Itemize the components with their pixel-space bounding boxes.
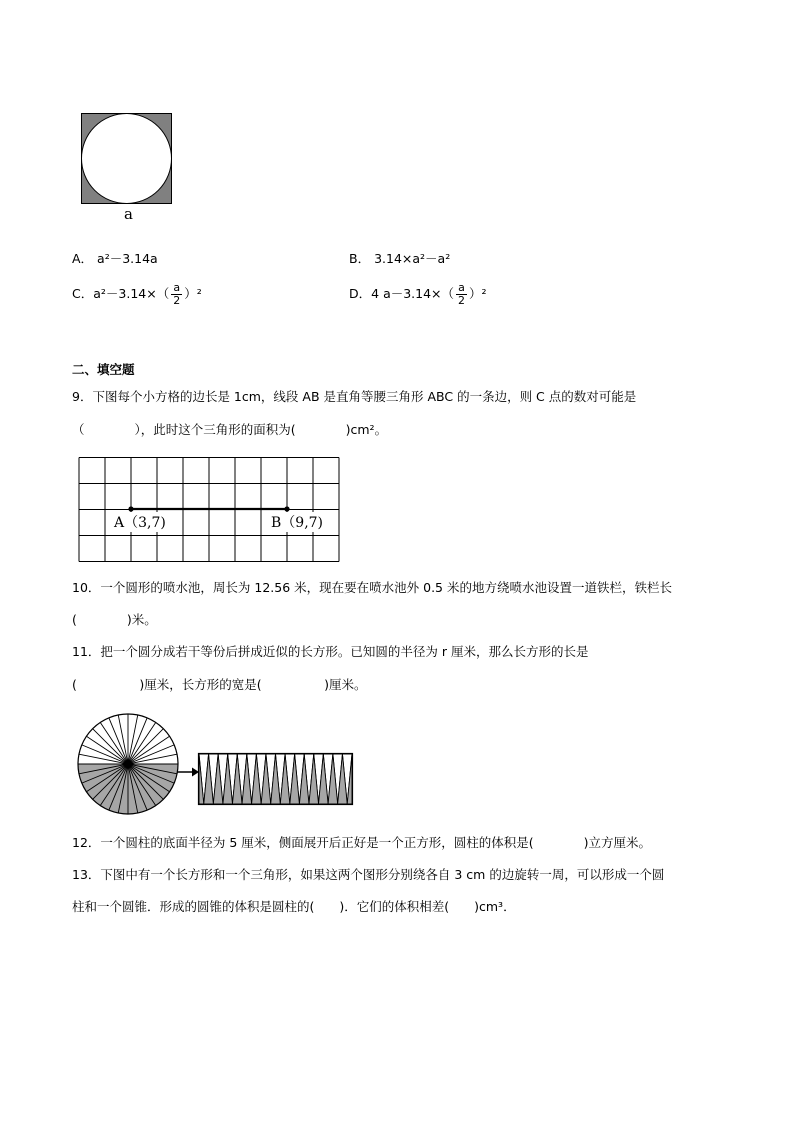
q11-line2: ( )厘米，长方形的宽是( )厘米。 — [72, 677, 367, 692]
approx-rectangle-figure — [197, 752, 355, 807]
q13-line2: 柱和一个圆锥．形成的圆锥的体积是圆柱的( )．它们的体积相差( )cm³． — [72, 899, 516, 914]
option-c-pre: a²－3.14×（ — [93, 286, 170, 301]
coordinate-grid — [78, 457, 342, 563]
point-b-label: B（9,7) — [270, 512, 324, 532]
option-c-letter: C． — [72, 286, 94, 301]
q10-line2: ( )米。 — [72, 612, 157, 627]
option-c[interactable] — [72, 282, 202, 307]
option-c-post: ）² — [184, 286, 202, 301]
section-title: 二、填空题 — [72, 362, 135, 377]
sector-line — [128, 729, 163, 764]
point-a-label: A（3,7) — [113, 512, 167, 532]
option-b-letter: B． — [349, 251, 371, 266]
option-a[interactable] — [72, 251, 158, 267]
square-circle-figure — [80, 112, 174, 206]
point-a — [128, 506, 133, 511]
q11-line1: 11．把一个圆分成若干等份后拼成近似的长方形。已知圆的半径为 r 厘米，那么长方形的长是 — [72, 644, 589, 659]
option-a-text: a²－3.14a — [97, 251, 158, 266]
point-b — [284, 506, 289, 511]
q13-line1: 13．下图中有一个长方形和一个三角形，如果这两个图形分别绕各自 3 cm 的边旋转一周，可以形成一个圆 — [72, 867, 665, 882]
option-a-letter: A． — [72, 251, 94, 266]
q9-line1: 9．下图每个小方格的边长是 1cm，线段 AB 是直角等腰三角形 ABC 的一条边，则 C 点的数对可能是 — [72, 389, 637, 404]
option-d-letter: D． — [349, 286, 372, 301]
sector-line — [93, 729, 128, 764]
option-d[interactable] — [349, 282, 487, 307]
square-side-label: a — [124, 205, 133, 223]
option-d-denominator: 2 — [458, 294, 466, 307]
option-b[interactable] — [349, 251, 450, 267]
q12-line1: 12．一个圆柱的底面半径为 5 厘米，侧面展开后正好是一个正方形，圆柱的体积是( )立方厘米。 — [72, 835, 652, 850]
option-d-numerator: a — [456, 282, 467, 295]
sector-circle-figure — [76, 712, 180, 816]
option-c-numerator: a — [171, 282, 182, 295]
option-d-post: ）² — [469, 286, 487, 301]
q10-line1: 10．一个圆形的喷水池，周长为 12.56 米，现在要在喷水池外 0.5 米的地方绕喷水池设置一道铁栏，铁栏长 — [72, 580, 672, 595]
option-b-text: 3.14×a²－a² — [374, 251, 451, 266]
option-d-fraction — [456, 282, 467, 307]
q9-line2: （ ），此时这个三角形的面积为( )cm²。 — [72, 422, 388, 437]
option-c-denominator: 2 — [173, 294, 181, 307]
option-d-pre: 4 a－3.14×（ — [371, 286, 455, 301]
option-c-fraction — [171, 282, 182, 307]
